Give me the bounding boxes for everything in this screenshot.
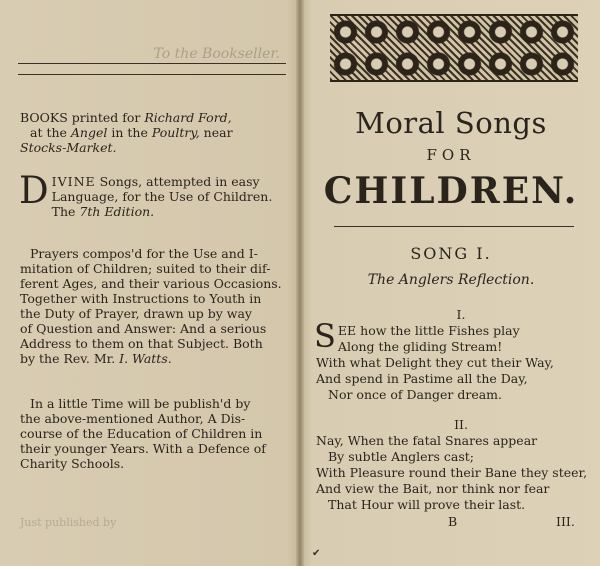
pencil-tick-mark: ✔ — [312, 548, 321, 559]
advert-line: BOOKS printed for Richard Ford, — [20, 110, 232, 125]
catchword: III. — [556, 514, 575, 529]
divine-songs-entry: D IVINE Songs, attempted in easy Language, for the Use of Children. The 7th Edition. — [19, 169, 273, 219]
bleed-through-header: To the Bookseller. — [153, 46, 280, 62]
title-for: FOR — [426, 146, 476, 164]
left-page — [0, 0, 298, 566]
verse-2: II. Nay, When the fatal Snares appear By subtle Anglers cast; With Pleasure round their Bane they steer, And view the Bait, nor think nor fear That Hour will prove their last. — [302, 417, 600, 513]
title-children: CHILDREN. — [323, 170, 579, 212]
signature-mark: B — [448, 514, 458, 529]
song-subtitle: The Anglers Reflection. — [367, 272, 535, 288]
top-rule — [18, 63, 286, 64]
top-rule-thin — [18, 74, 286, 75]
verse-number: II. — [454, 417, 468, 432]
drop-cap: S — [314, 317, 336, 355]
advert-line: at the Angel in the Poultry, near — [30, 125, 233, 140]
advert-heading — [20, 110, 282, 155]
title-moral-songs: Moral Songs — [355, 106, 547, 140]
verse-number: I. — [456, 307, 466, 322]
song-heading: SONG I. — [410, 244, 492, 263]
verse-1: I. S EE how the little Fishes play Along the gliding Stream! With what Delight they cut their Way, And spend in Pastime all the Day, Nor once of Danger dream. — [302, 307, 600, 403]
right-page — [302, 0, 600, 566]
forthcoming-entry: In a little Time will be publish'd by the above-mentioned Author, A Dis- course of the Education of Children in their younger Years. With a Defence of Charity Schools. — [20, 396, 266, 471]
advert-line: Stocks-Market. — [20, 140, 117, 155]
drop-cap: D — [19, 169, 49, 212]
prayers-entry: Prayers compos'd for the Use and I- mitation of Children; suited to their dif- ferent Ages, and their various Occasions. Together with Instructions to Youth in the Duty of Prayer, drawn up by way of Question and Answer: And a serious Address to them on that Subject. Both by the Rev. Mr. I. Watts. — [20, 246, 282, 366]
title-rule — [334, 226, 574, 227]
bleed-through-footer: Just published by — [20, 516, 117, 529]
ornament-band — [330, 14, 578, 82]
